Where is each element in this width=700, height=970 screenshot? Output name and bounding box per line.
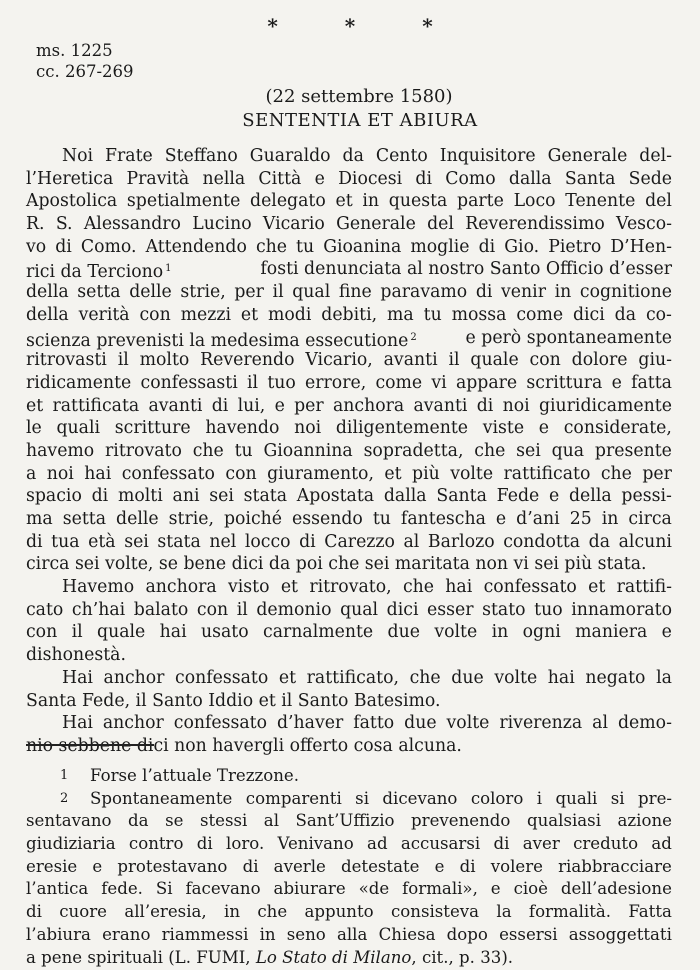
- body-text-span: rici da Terciono: [26, 262, 163, 282]
- footnote-text: Forse l’attuale Trezzone.: [90, 766, 299, 789]
- footnote-text: Spontaneamente comparenti si dicevano coloro i quali si pre-: [90, 789, 672, 812]
- footnote-divider: [26, 744, 154, 746]
- manuscript-reference: [36, 40, 134, 82]
- footnote-number: 1: [26, 766, 90, 789]
- book-title: Lo Stato di Milano: [256, 948, 412, 970]
- body-line: [26, 327, 672, 350]
- body-line: con il quale hai usato carnalmente due volte in ogni maniera e: [26, 621, 672, 644]
- footnote-text: a pene spirituali (L. FUMI,: [26, 948, 251, 970]
- body-line: spacio di molti ani sei stata Apostata dalla Santa Fede e della pessi-: [26, 485, 672, 508]
- body-text-span: scienza prevenisti la medesima essecutione: [26, 331, 408, 351]
- body-line: vo di Como. Attendendo che tu Gioanina moglie di Gio. Pietro D’Hen-: [26, 236, 672, 259]
- body-line: Hai anchor confessato et rattificato, che due volte hai negato la: [26, 667, 672, 690]
- body-text: [26, 145, 672, 758]
- footnote-line: l’antica fede. Si facevano abiurare «de formali», e cioè dell’adesione: [26, 879, 672, 902]
- body-line: circa sei volte, se bene dici da poi che sei maritata non vi sei più stata.: [26, 553, 672, 576]
- body-line: [26, 258, 672, 281]
- body-line: ritrovasti il molto Reverendo Vicario, avanti il quale con dolore giu-: [26, 349, 672, 372]
- footnote-1: [26, 766, 672, 789]
- body-line: Santa Fede, il Santo Iddio et il Santo Batesimo.: [26, 690, 672, 713]
- manuscript-number: ms. 1225: [36, 40, 134, 61]
- document-title: SENTENTIA ET ABIURA: [0, 110, 700, 131]
- footnote-2-first-line: [26, 789, 672, 812]
- body-line: ma setta delle strie, poiché essendo tu fantescha e d’ani 25 in circa: [26, 508, 672, 531]
- footnote-marker: 1: [165, 263, 171, 274]
- footnote-line: giudiziaria contro di loro. Venivano ad accusarsi di aver creduto ad: [26, 834, 672, 857]
- body-line: Hai anchor confessato d’haver fatto due volte riverenza al demo-: [26, 712, 672, 735]
- document-date: (22 settembre 1580): [0, 86, 700, 107]
- body-line: nio sebbene dici non havergli offerto cosa alcuna.: [26, 735, 672, 758]
- footnote-number: 2: [26, 789, 90, 812]
- section-ornament: * * *: [0, 14, 700, 38]
- body-line: di tua età sei stata nel locco di Carezzo al Barlozo condotta da alcuni: [26, 531, 672, 554]
- footnote-line: [26, 948, 672, 970]
- body-line: havemo ritrovato che tu Gioannina sopradetta, che sei qua presente: [26, 440, 672, 463]
- body-line: Noi Frate Steffano Guaraldo da Cento Inquisitore Generale del-: [26, 145, 672, 168]
- body-line: dishonestà.: [26, 644, 672, 667]
- body-line: ridicamente confessasti il tuo errore, come vi appare scrittura e fatta: [26, 372, 672, 395]
- body-line: l’Heretica Pravità nella Città e Diocesi di Como dalla Santa Sede: [26, 168, 672, 191]
- body-text-span: fosti denunciata al nostro Santo Officio d’esser: [260, 258, 672, 281]
- footnote-line: sentavano da se stessi al Sant’Uffizio prevenendo qualsiasi azione: [26, 811, 672, 834]
- body-line: le quali scritture havendo noi diligentemente viste e considerate,: [26, 417, 672, 440]
- footnote-line: di cuore all’eresia, in che appunto consisteva la formalità. Fatta: [26, 902, 672, 925]
- body-line: et rattificata avanti di lui, e per anchora avanti di noi giuridicamente: [26, 395, 672, 418]
- body-line: cato ch’hai balato con il demonio qual dici esser stato tuo innamorato: [26, 599, 672, 622]
- body-line: a noi hai confessato con giuramento, et più volte rattificato che per: [26, 463, 672, 486]
- footnotes: [26, 766, 672, 970]
- footnote-text: , cit., p. 33).: [411, 948, 513, 970]
- body-text-span: e però spontaneamente: [466, 327, 672, 350]
- body-line: della setta delle strie, per il qual fine paravamo di venir in cognitione: [26, 281, 672, 304]
- body-line: Havemo anchora visto et ritrovato, che hai confessato et rattifi-: [26, 576, 672, 599]
- footnote-line: eresie e protestavano di averle detestate e di volere riabbracciare: [26, 857, 672, 880]
- footnote-marker: 2: [410, 332, 416, 343]
- footnote-line: l’abiura erano riammessi in seno alla Chiesa dopo essersi assoggettati: [26, 925, 672, 948]
- body-line: R. S. Alessandro Lucino Vicario Generale del Reverendissimo Vesco-: [26, 213, 672, 236]
- body-line: Apostolica spetialmente delegato et in questa parte Loco Tenente del: [26, 190, 672, 213]
- folio-range: cc. 267-269: [36, 61, 134, 82]
- body-line: della verità con mezzi et modi debiti, ma tu mossa come dici da co-: [26, 304, 672, 327]
